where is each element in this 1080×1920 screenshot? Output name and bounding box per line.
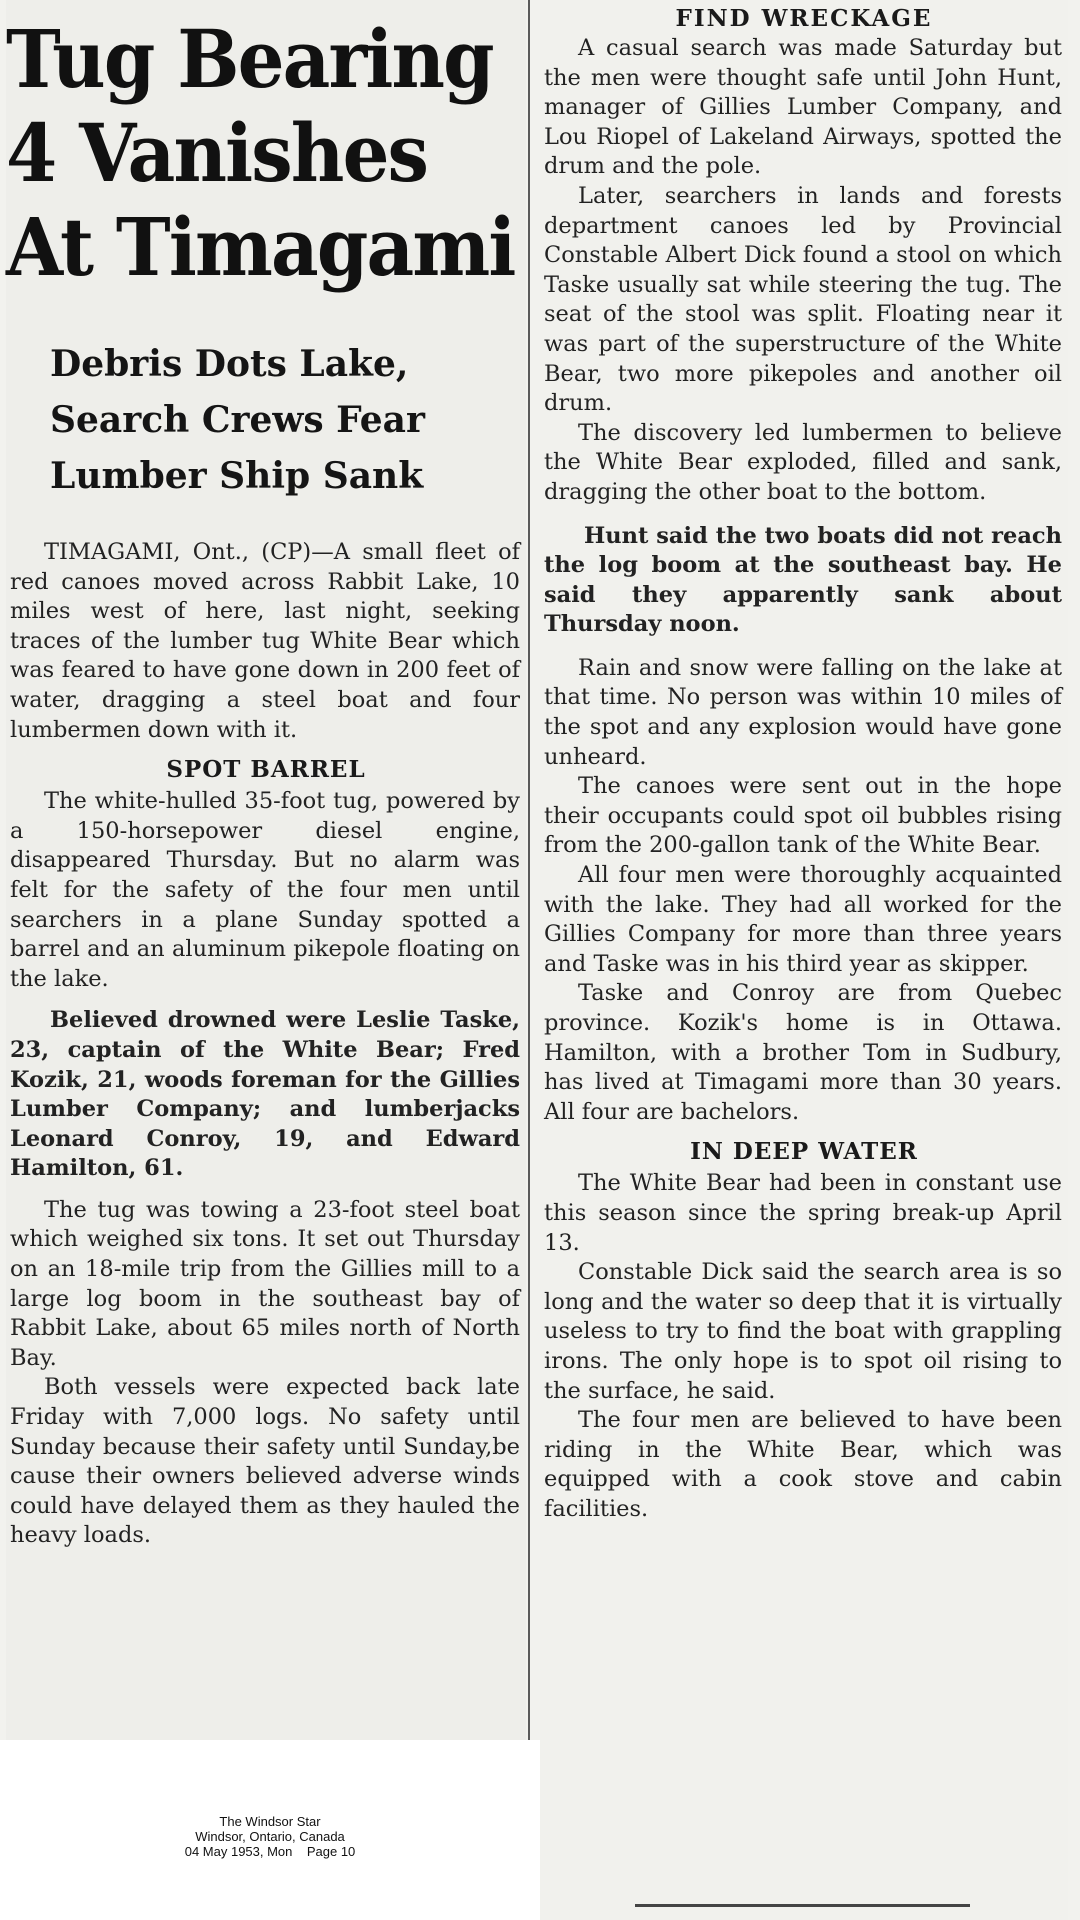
headline (6, 12, 515, 294)
article-paragraph: The white-hulled 35-foot tug, powered by a 150-horsepower diesel engine, disappeared Thursday. But no alarm was felt for the safety of the four men until searchers in a plane Sunday spotted a barrel and an aluminum pikepole floating on the lake. (10, 788, 520, 992)
article-paragraph-bold: Hunt said the two boats did not reach the log boom at the southeast bay. He said they apparently sank about Thursday noon. (544, 522, 1062, 638)
article-paragraph: Both vessels were expected back late Friday with 7,000 logs. No safety until Sunday because their safety until Sunday,be cause their owners believed adverse winds could have delayed them as they hauled the heavy loads. (10, 1374, 520, 1549)
article-paragraph: The discovery led lumbermen to believe the White Bear exploded, filled and sank, dragging the other boat to the bottom. (544, 419, 1062, 505)
article-paragraph: The tug was towing a 23-foot steel boat which weighed six tons. It set out Thursday on an 18-mile trip from the Gillies mill to a large log boom in the southeast bay of Rabbit Lake, about 65 miles north of North Bay. (10, 1196, 520, 1371)
article-paragraph: A casual search was made Saturday but the men were thought safe until John Hunt, manager of Gillies Lumber Company, and Lou Riopel of Lakeland Airways, spotted the drum and the pole. (544, 35, 1062, 180)
deck-line-1: Debris Dots Lake, (50, 343, 409, 385)
deck-line-3: Lumber Ship Sank (50, 455, 424, 497)
headline-line-1: Tug Bearing (6, 12, 493, 106)
headline-line-2: 4 Vanishes (6, 106, 428, 200)
article-paragraph: Taske and Conroy are from Quebec province. Kozik's home is in Ottawa. Hamilton, with a brother Tom in Sudbury, has lived at Timagami more than 30 years. All four are bachelors. (544, 980, 1062, 1125)
article-paragraph: All four men were thoroughly acquainted with the lake. They had all worked for the Gillies Company for more than three years and Taske was in his third year as skipper. (544, 862, 1062, 977)
article-paragraph: TIMAGAMI, Ont., (CP)—A small fleet of red canoes moved across Rabbit Lake, 10 miles west of here, last night, seeking traces of the lumber tug White Bear which was feared to have gone down in 200 feet of water, dragging a steel boat and four lumbermen down with it. (10, 539, 520, 743)
article-paragraph: Later, searchers in lands and forests department canoes led by Provincial Constable Albert Dick found a stool on which Taske usually sat while steering the tug. The seat of the stool was split. Floating near it was part of the superstructure of the White Bear, two more pikepoles and another oil drum. (544, 182, 1062, 417)
column-divider (528, 0, 530, 1920)
article-paragraph-bold: Believed drowned were Leslie Taske, 23, captain of the White Bear; Fred Kozik, 21, woods foreman for the Gillies Lumber Company; and lumberjacks Leonard Conroy, 19, and Edward Hamilton, 61. (10, 1007, 520, 1182)
source-caption-box (0, 1740, 540, 1920)
article-paragraph: Rain and snow were falling on the lake at that time. No person was within 10 miles of the spot and any explosion would have gone unheard. (544, 654, 1062, 770)
article-paragraph: The White Bear had been in constant use this season since the spring break-up April 13. (544, 1170, 1062, 1256)
subheadline-deck (50, 336, 526, 504)
deck-line-2: Search Crews Fear (50, 399, 425, 441)
left-column (6, 0, 526, 1740)
headline-line-3: At Timagami (6, 200, 515, 294)
article-paragraph: Constable Dick said the search area is so long and the water so deep that it is virtually useless to try to find the boat with grappling irons. The only hope is to spot oil rising to the surface, he said. (544, 1259, 1062, 1404)
section-subhead: IN DEEP WATER (690, 1138, 918, 1166)
right-column (540, 0, 1068, 1920)
article-paragraph: The four men are believed to have been riding in the White Bear, which was equipped with a cook stove and cabin facilities. (544, 1407, 1062, 1522)
article-paragraph: The canoes were sent out in the hope their occupants could spot oil bubbles rising from the 200-gallon tank of the White Bear. (544, 773, 1062, 859)
end-of-article-rule (635, 1904, 970, 1907)
source-caption (0, 1814, 540, 1859)
source-date-page: 04 May 1953, Mon Page 10 (184, 1844, 356, 1859)
section-subhead: FIND WRECKAGE (675, 5, 933, 32)
section-subhead: SPOT BARREL (166, 756, 366, 784)
source-location: Windsor, Ontario, Canada (195, 1829, 345, 1844)
source-publication: The Windsor Star (219, 1814, 321, 1829)
